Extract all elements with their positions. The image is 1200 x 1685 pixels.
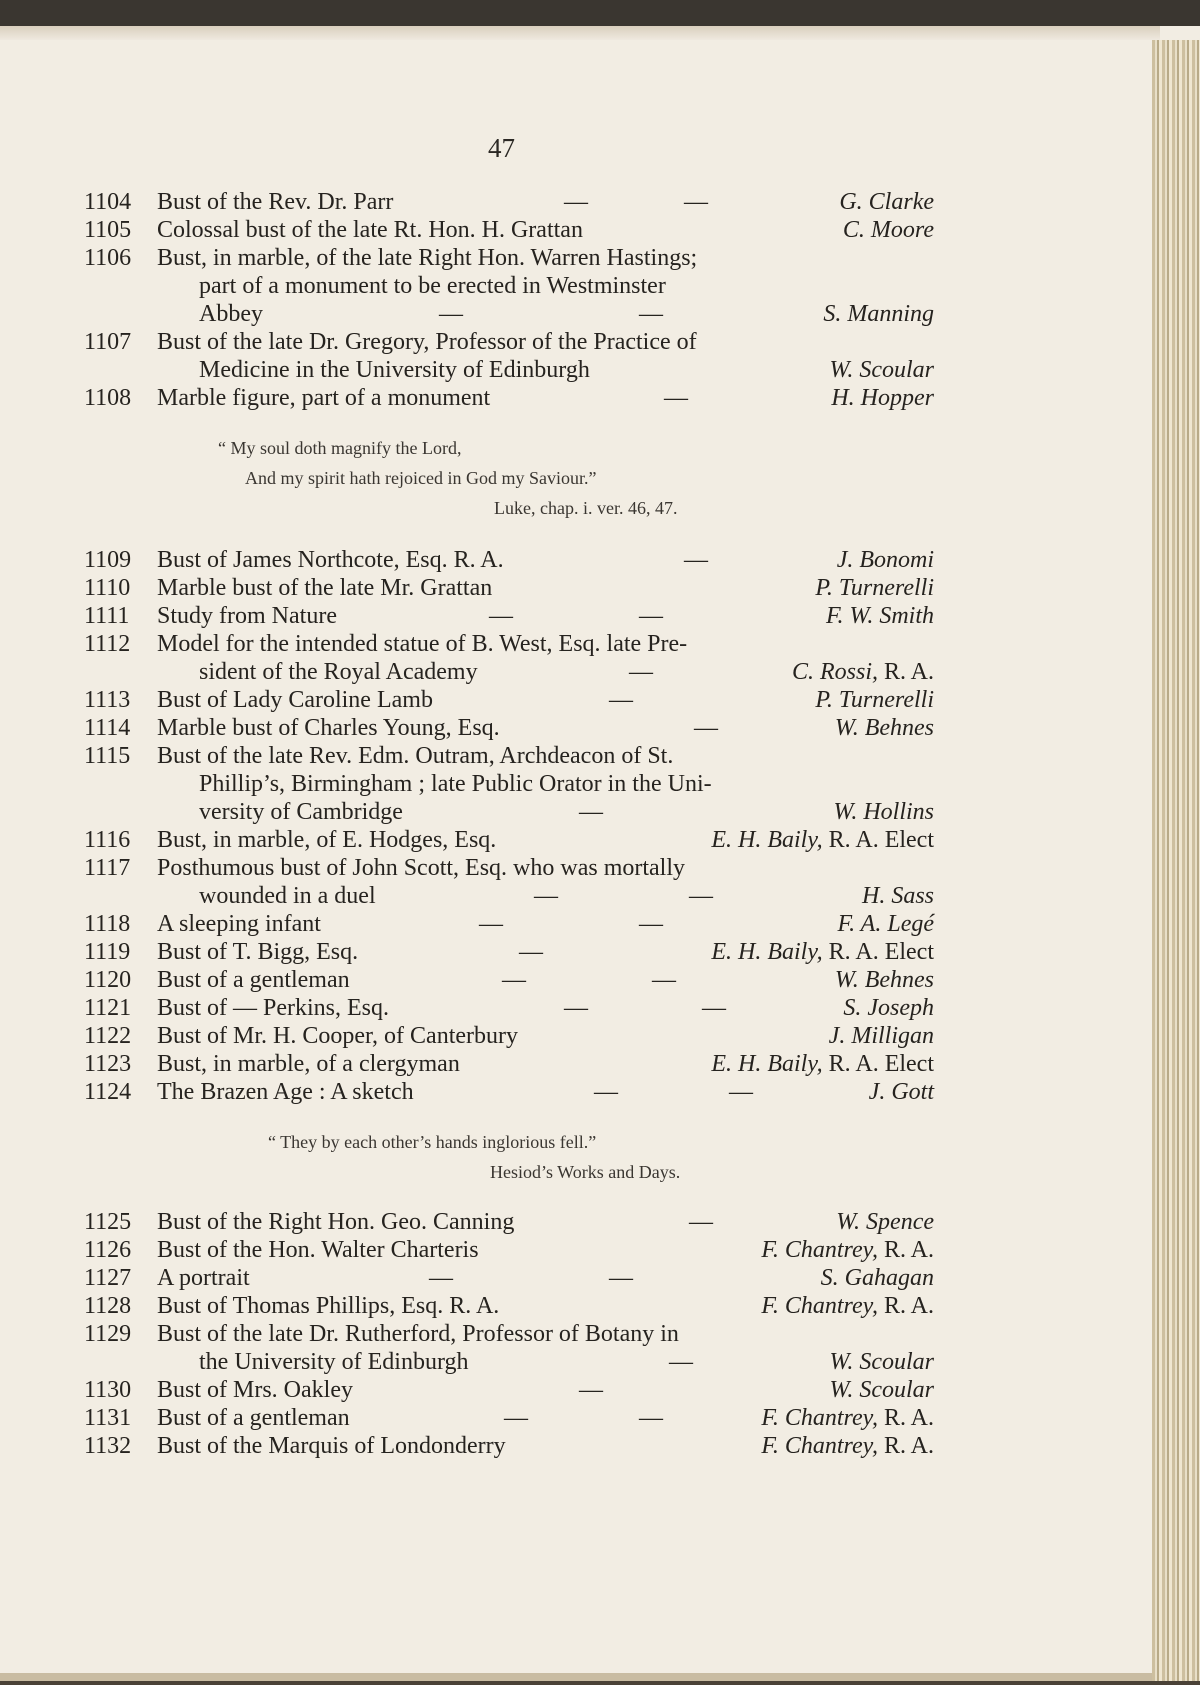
- entry-description: Bust of the late Rev. Edm. Outram, Archdeacon of St.: [157, 743, 674, 769]
- dash-separator: —: [479, 911, 503, 937]
- epigraph-line: And my spirit hath rejoiced in God my Saviour.”: [245, 468, 597, 488]
- entry-number: 1117: [84, 855, 131, 881]
- dash-separator: —: [652, 967, 676, 993]
- artist-italic: S. Joseph: [843, 995, 934, 1021]
- entry-number: 1121: [84, 995, 132, 1021]
- entry-continuation: Abbey: [199, 301, 263, 327]
- entry-number: 1105: [84, 217, 132, 243]
- artist-suffix: R. A. Elect: [822, 939, 934, 965]
- entry-number: 1128: [84, 1293, 132, 1319]
- entry-description: Bust of a gentleman: [157, 1405, 350, 1431]
- artist-italic: P. Turnerelli: [815, 687, 934, 713]
- artist-name: [836, 1208, 934, 1236]
- artist-italic: J. Gott: [868, 1079, 934, 1105]
- entry-description: Bust of the Hon. Walter Charteris: [157, 1237, 479, 1263]
- artist-italic: E. H. Baily,: [711, 939, 823, 965]
- dash-separator: —: [564, 189, 588, 215]
- dash-separator: —: [729, 1079, 753, 1105]
- artist-name: [869, 1078, 934, 1106]
- entry-number: 1107: [84, 329, 132, 355]
- artist-suffix: R. A.: [877, 1293, 934, 1319]
- entry-number: 1126: [84, 1237, 132, 1263]
- entry-number: 1119: [84, 939, 131, 965]
- entry-number: 1118: [84, 911, 131, 937]
- entry-description: Posthumous bust of John Scott, Esq. who was mortally: [157, 855, 686, 881]
- entry-number: 1130: [84, 1377, 132, 1403]
- dash-separator: —: [684, 189, 708, 215]
- entry-number: 1129: [84, 1321, 132, 1347]
- dash-separator: —: [684, 547, 708, 573]
- entry-continuation: Medicine in the University of Edinburgh: [199, 357, 590, 383]
- entry-description: Bust, in marble, of E. Hodges, Esq.: [157, 827, 497, 853]
- entry-description: Bust of Thomas Phillips, Esq. R. A.: [157, 1293, 500, 1319]
- entry-number: 1122: [84, 1023, 132, 1049]
- artist-suffix: R. A.: [877, 1405, 934, 1431]
- artist-italic: W. Behnes: [834, 967, 934, 993]
- artist-italic: P. Turnerelli: [815, 575, 934, 601]
- artist-name: [830, 356, 934, 384]
- entry-number: 1113: [84, 687, 131, 713]
- entry-number: 1109: [84, 547, 132, 573]
- entry-continuation: the University of Edinburgh: [199, 1349, 469, 1375]
- artist-name: [711, 938, 934, 966]
- dash-separator: —: [639, 1405, 663, 1431]
- entry-description: A portrait: [157, 1265, 250, 1291]
- entry-description: Bust of Mrs. Oakley: [157, 1377, 353, 1403]
- artist-suffix: R. A. Elect: [822, 1051, 934, 1077]
- artist-italic: F. W. Smith: [825, 603, 934, 629]
- entry-description: Study from Nature: [157, 603, 337, 629]
- entry-description: Bust of a gentleman: [157, 967, 350, 993]
- artist-name: [843, 994, 934, 1022]
- dash-separator: —: [502, 967, 526, 993]
- entry-number: 1114: [84, 715, 131, 741]
- artist-italic: J. Milligan: [828, 1023, 934, 1049]
- artist-italic: W. Scoular: [829, 1377, 934, 1403]
- entry-number: 1132: [84, 1433, 132, 1459]
- artist-italic: C. Rossi,: [791, 659, 878, 685]
- artist-italic: F. A. Legé: [837, 911, 934, 937]
- artist-name: [761, 1292, 934, 1320]
- artist-name: [830, 1376, 934, 1404]
- entry-number: 1131: [84, 1405, 132, 1431]
- epigraph-source: Luke, chap. i. ver. 46, 47.: [494, 498, 678, 518]
- entry-description: Marble bust of Charles Young, Esq.: [157, 715, 500, 741]
- entry-continuation: versity of Cambridge: [199, 799, 403, 825]
- dash-separator: —: [629, 659, 653, 685]
- entry-number: 1112: [84, 631, 131, 657]
- artist-italic: H. Hopper: [831, 385, 934, 411]
- artist-suffix: R. A.: [877, 659, 934, 685]
- artist-name: [711, 1050, 934, 1078]
- dash-separator: —: [504, 1405, 528, 1431]
- dash-separator: —: [429, 1265, 453, 1291]
- dash-separator: —: [594, 1079, 618, 1105]
- entry-description: Bust, in marble, of a clergyman: [157, 1051, 460, 1077]
- entry-description: Bust of the late Dr. Rutherford, Professor of Botany in: [157, 1321, 679, 1347]
- epigraph-line: “ They by each other’s hands inglorious fell.”: [268, 1132, 597, 1152]
- page-number: 47: [488, 133, 515, 163]
- artist-suffix: R. A.: [877, 1433, 934, 1459]
- book-cover-edge-bottom: [0, 1681, 1200, 1685]
- artist-italic: F. Chantrey,: [761, 1405, 878, 1431]
- entry-continuation: part of a monument to be erected in Westminster: [199, 273, 666, 299]
- artist-name: [761, 1404, 934, 1432]
- artist-italic: W. Behnes: [834, 715, 934, 741]
- artist-name: [843, 216, 934, 244]
- artist-name: [711, 826, 934, 854]
- artist-italic: W. Scoular: [829, 1349, 934, 1375]
- artist-italic: G. Clarke: [839, 189, 934, 215]
- dash-separator: —: [534, 883, 558, 909]
- artist-name: [831, 384, 934, 412]
- artist-italic: C. Moore: [842, 217, 934, 243]
- artist-italic: J. Bonomi: [836, 547, 934, 573]
- entry-number: 1115: [84, 743, 131, 769]
- entry-number: 1116: [84, 827, 131, 853]
- entry-description: Bust of the Marquis of Londonderry: [157, 1433, 506, 1459]
- artist-italic: F. Chantrey,: [761, 1433, 878, 1459]
- entry-description: Bust of the Right Hon. Geo. Canning: [157, 1209, 515, 1235]
- artist-italic: H. Sass: [861, 883, 934, 909]
- entry-description: Marble figure, part of a monument: [157, 385, 491, 411]
- entry-number: 1111: [84, 603, 130, 629]
- artist-name: [761, 1432, 934, 1460]
- dash-separator: —: [639, 603, 663, 629]
- dash-separator: —: [519, 939, 543, 965]
- dash-separator: —: [439, 301, 463, 327]
- artist-name: [838, 910, 934, 938]
- dash-separator: —: [689, 1209, 713, 1235]
- entry-continuation: Phillip’s, Birmingham ; late Public Orator in the Uni-: [199, 771, 712, 797]
- entry-description: Bust, in marble, of the late Right Hon. Warren Hastings;: [157, 245, 698, 271]
- artist-italic: S. Gahagan: [820, 1265, 934, 1291]
- book-cover-edge-top: [0, 0, 1200, 26]
- artist-name: [835, 966, 934, 994]
- dash-separator: —: [564, 995, 588, 1021]
- artist-italic: S. Manning: [823, 301, 934, 327]
- artist-name: [839, 188, 934, 216]
- artist-italic: W. Scoular: [829, 357, 934, 383]
- artist-name: [830, 1348, 934, 1376]
- dash-separator: —: [639, 911, 663, 937]
- entry-number: 1125: [84, 1209, 132, 1235]
- entry-description: Colossal bust of the late Rt. Hon. H. Grattan: [157, 217, 583, 243]
- entry-number: 1110: [84, 575, 131, 601]
- artist-name: [761, 1236, 934, 1264]
- artist-name: [834, 798, 934, 826]
- dash-separator: —: [689, 883, 713, 909]
- entry-continuation: wounded in a duel: [199, 883, 376, 909]
- dash-separator: —: [694, 715, 718, 741]
- entry-description: The Brazen Age : A sketch: [157, 1079, 414, 1105]
- artist-name: [792, 658, 934, 686]
- artist-name: [815, 686, 934, 714]
- entry-description: Bust of T. Bigg, Esq.: [157, 939, 359, 965]
- artist-italic: E. H. Baily,: [711, 827, 823, 853]
- dash-separator: —: [702, 995, 726, 1021]
- entry-description: Bust of Mr. H. Cooper, of Canterbury: [157, 1023, 518, 1049]
- entry-number: 1124: [84, 1079, 132, 1105]
- dash-separator: —: [639, 301, 663, 327]
- entry-number: 1108: [84, 385, 132, 411]
- artist-name: [837, 546, 934, 574]
- entry-number: 1120: [84, 967, 132, 993]
- artist-italic: F. Chantrey,: [761, 1237, 878, 1263]
- artist-italic: E. H. Baily,: [711, 1051, 823, 1077]
- entry-description: Bust of the Rev. Dr. Parr: [157, 189, 394, 215]
- entry-description: Marble bust of the late Mr. Grattan: [157, 575, 493, 601]
- entry-number: 1123: [84, 1051, 132, 1077]
- artist-name: [823, 300, 934, 328]
- page-top-shadow: [0, 26, 1160, 40]
- artist-name: [829, 1022, 934, 1050]
- artist-name: [821, 1264, 934, 1292]
- dash-separator: —: [579, 1377, 603, 1403]
- artist-italic: W. Spence: [836, 1209, 934, 1235]
- artist-suffix: R. A. Elect: [822, 827, 934, 853]
- entry-continuation: sident of the Royal Academy: [199, 659, 478, 685]
- dash-separator: —: [664, 385, 688, 411]
- artist-name: [862, 882, 934, 910]
- dash-separator: —: [579, 799, 603, 825]
- entry-description: A sleeping infant: [157, 911, 321, 937]
- dash-separator: —: [609, 1265, 633, 1291]
- artist-italic: W. Hollins: [833, 799, 934, 825]
- artist-name: [835, 714, 934, 742]
- entry-description: Bust of — Perkins, Esq.: [157, 995, 390, 1021]
- dash-separator: —: [489, 603, 513, 629]
- entry-description: Bust of the late Dr. Gregory, Professor of the Practice of: [157, 329, 697, 355]
- dash-separator: —: [669, 1349, 693, 1375]
- entry-description: Bust of Lady Caroline Lamb: [157, 687, 433, 713]
- artist-name: [826, 602, 934, 630]
- artist-italic: F. Chantrey,: [761, 1293, 878, 1319]
- entry-description: Bust of James Northcote, Esq. R. A.: [157, 547, 504, 573]
- epigraph-source: Hesiod’s Works and Days.: [490, 1162, 681, 1182]
- entry-number: 1106: [84, 245, 132, 271]
- artist-name: [815, 574, 934, 602]
- entry-number: 1104: [84, 189, 132, 215]
- artist-suffix: R. A.: [877, 1237, 934, 1263]
- epigraph-line: “ My soul doth magnify the Lord,: [218, 438, 462, 458]
- page-stack-edge: [1152, 40, 1200, 1685]
- dash-separator: —: [609, 687, 633, 713]
- entry-description: Model for the intended statue of B. West, Esq. late Pre-: [157, 631, 688, 657]
- entry-number: 1127: [84, 1265, 132, 1291]
